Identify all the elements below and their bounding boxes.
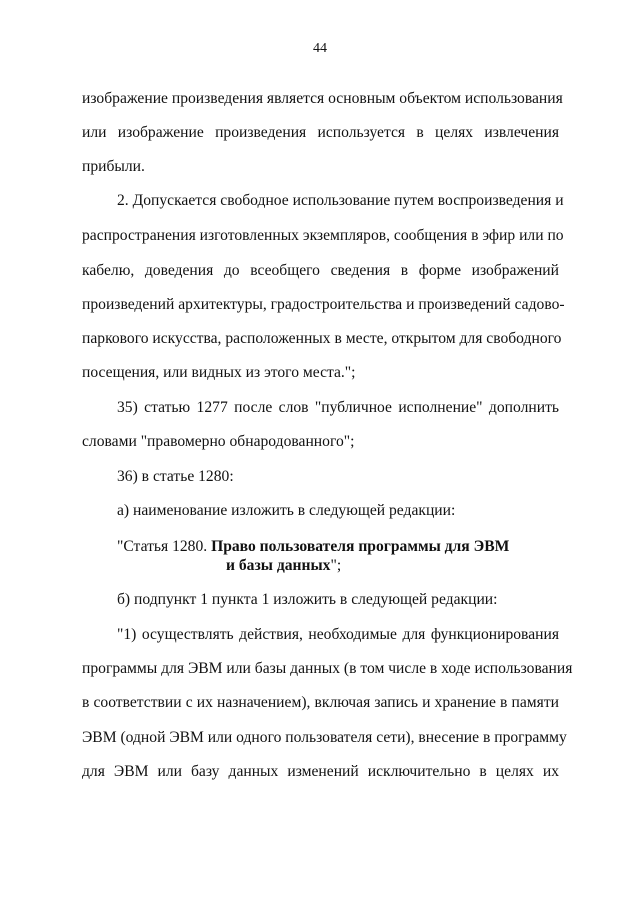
page-number: 44 [313, 41, 327, 56]
text-line: паркового искусства, расположенных в месте, открытом для свободного [82, 330, 562, 347]
text-line: произведений архитектуры, градостроительства и произведений садово- [82, 296, 565, 313]
text-line: 35) статью 1277 после слов "публичное исполнение" дополнить [117, 399, 559, 416]
article-heading-prefix: "Статья 1280. [117, 538, 212, 555]
text-line: или изображение произведения используется в целях извлечения [82, 124, 559, 141]
text-line: программы для ЭВМ или базы данных (в том числе в ходе использования [82, 660, 573, 677]
text-line: 36) в статье 1280: [117, 468, 234, 485]
article-heading-title-cont: и базы данных [226, 557, 331, 574]
text-line: 2. Допускается свободное использование путем воспроизведения и [117, 192, 564, 209]
text-line: кабелю, доведения до всеобщего сведения в форме изображений [82, 262, 559, 279]
text-line: в соответствии с их назначением), включая запись и хранение в памяти [82, 694, 559, 711]
article-heading-suffix: "; [330, 557, 342, 574]
text-line: ЭВМ (одной ЭВМ или одного пользователя сети), внесение в программу [82, 729, 567, 746]
text-line: словами "правомерно обнародованного"; [82, 433, 355, 450]
text-line: б) подпункт 1 пункта 1 изложить в следующей редакции: [117, 591, 498, 608]
article-heading-title: Право пользователя программы для ЭВМ [211, 538, 510, 555]
text-line: для ЭВМ или базу данных изменений исключительно в целях их [82, 763, 559, 780]
text-line: изображение произведения является основным объектом использования [82, 90, 563, 107]
text-line: а) наименование изложить в следующей редакции: [117, 502, 456, 519]
text-line: прибыли. [82, 158, 145, 175]
text-line: посещения, или видных из этого места."; [82, 364, 356, 381]
article-heading [117, 537, 509, 557]
article-heading-cont [226, 556, 341, 576]
text-line: распространения изготовленных экземпляров, сообщения в эфир или по [82, 227, 564, 244]
text-line: "1) осуществлять действия, необходимые для функционирования [117, 626, 559, 643]
